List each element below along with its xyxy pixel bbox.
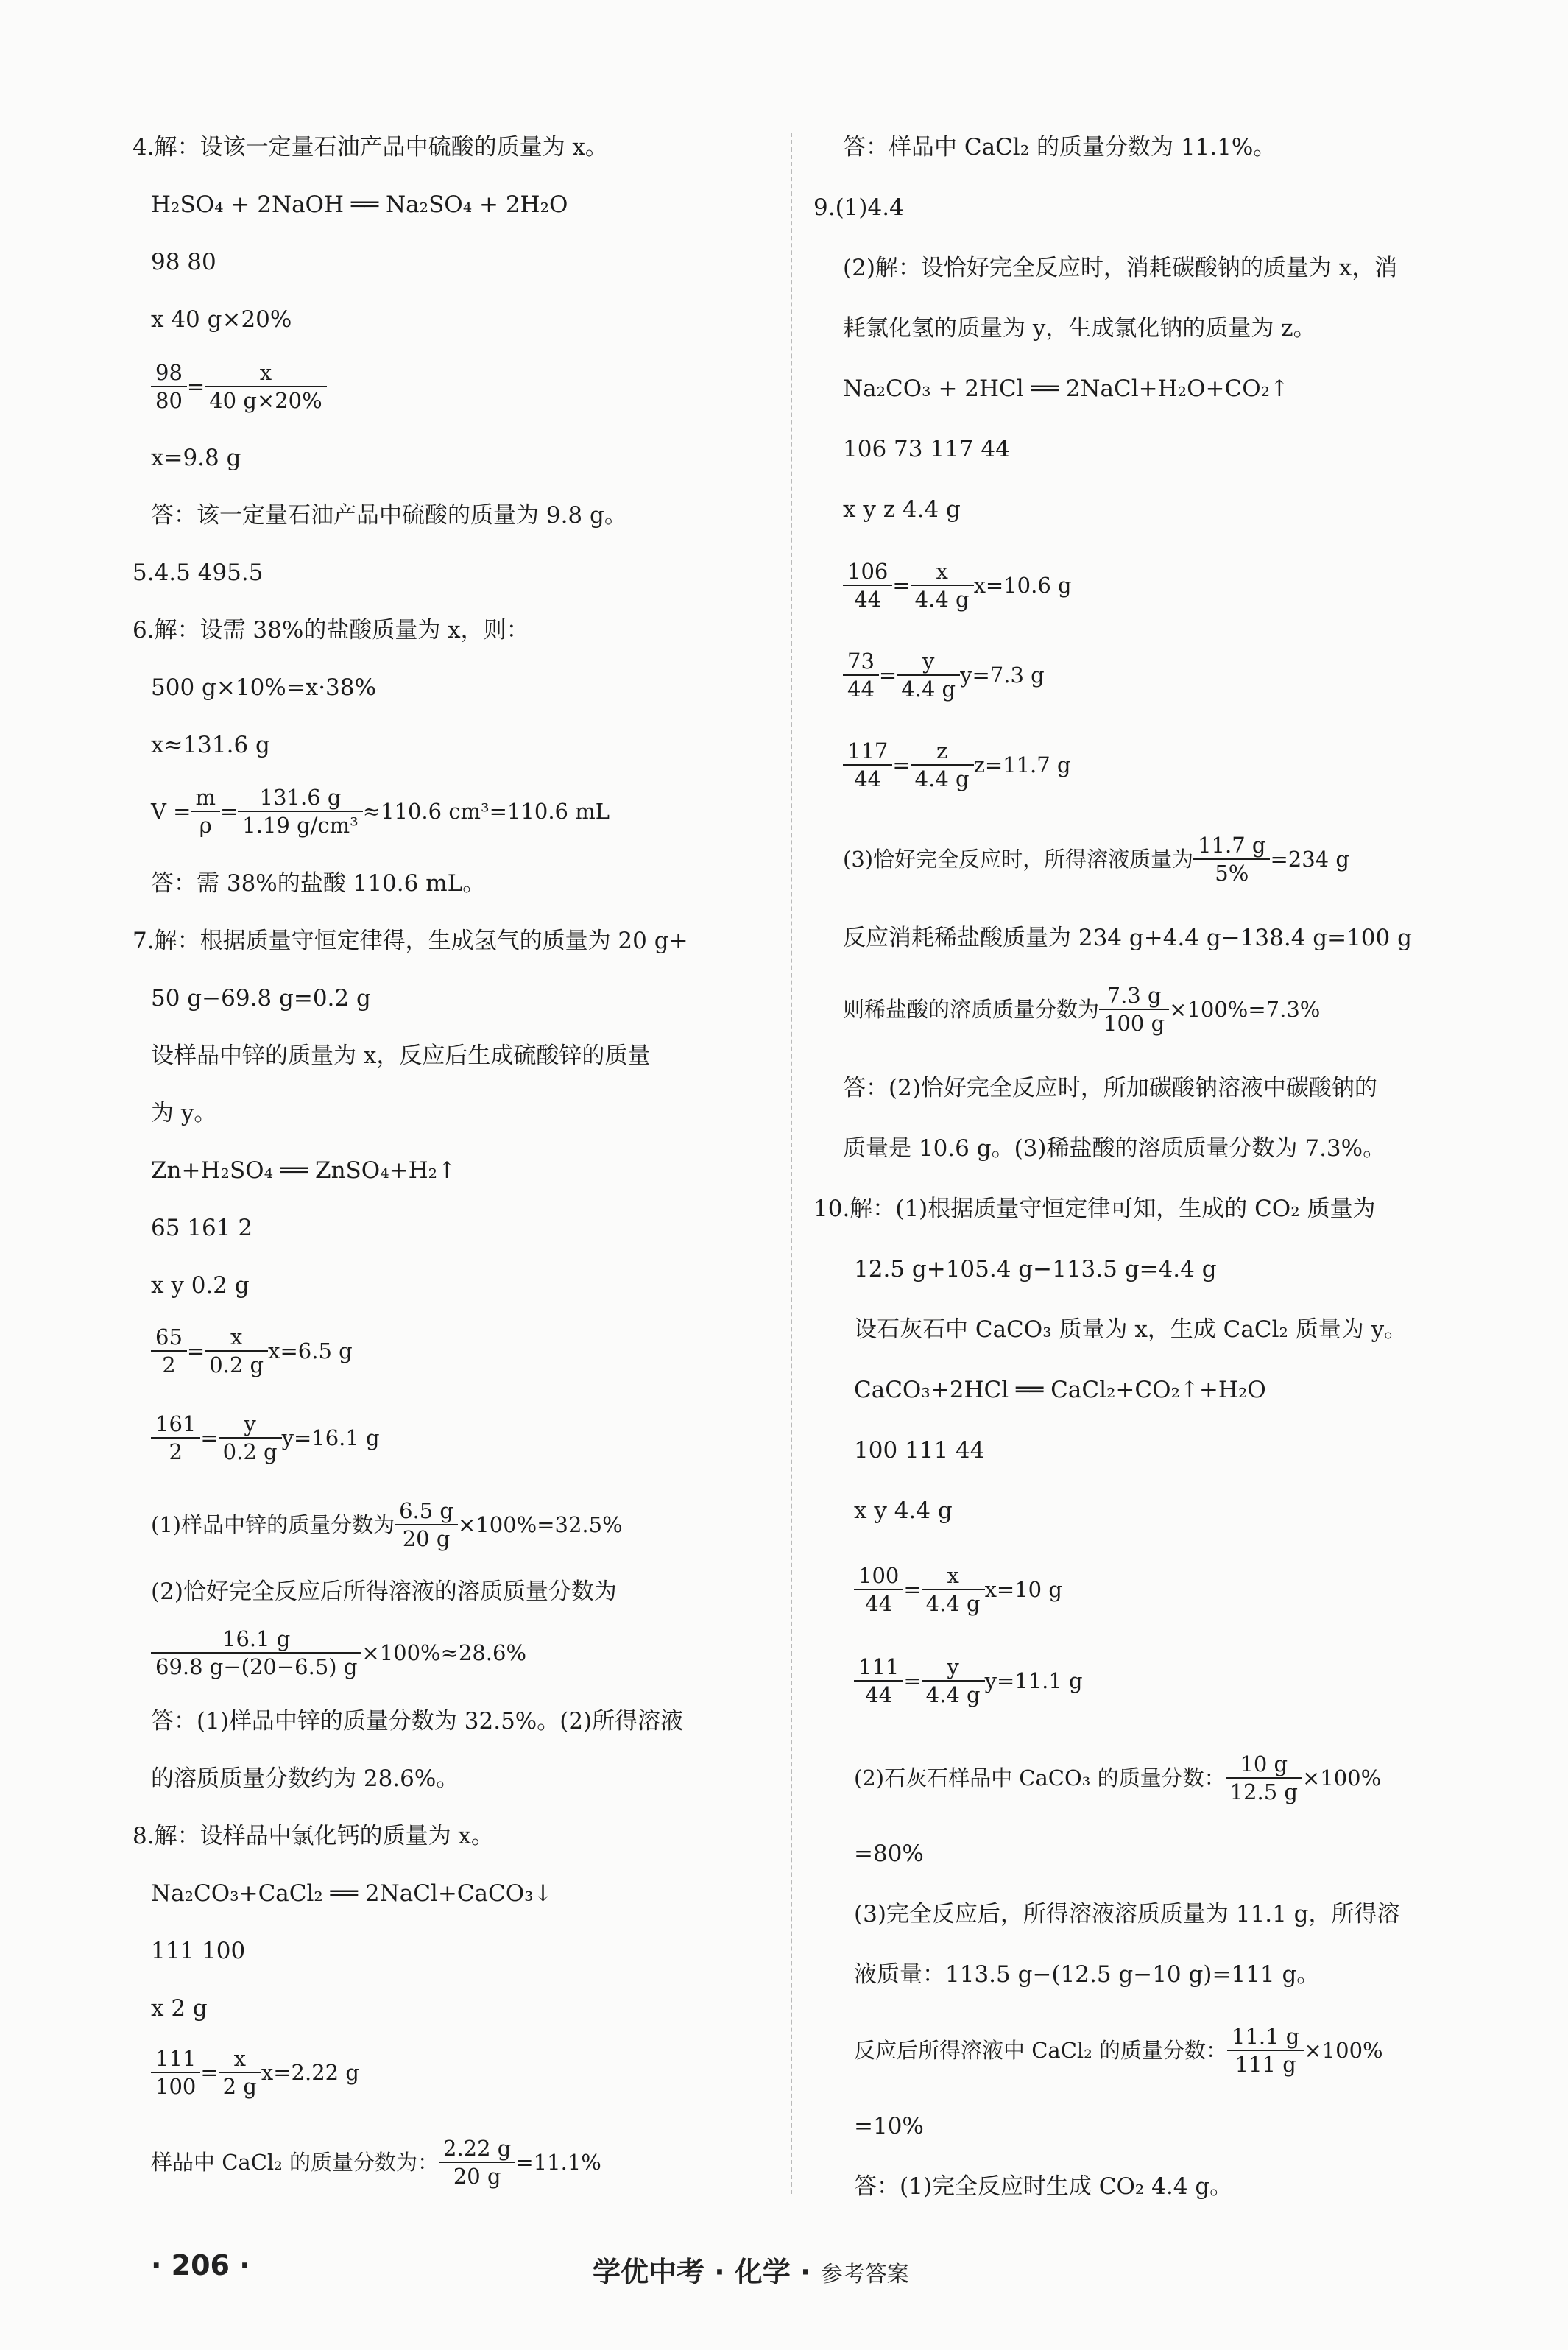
q4-mass-ratio: 98 80 (151, 249, 216, 275)
q7-setup-2: 为 y。 (151, 1100, 217, 1126)
q9-proportion-y: $\frac{73}{44}$ = $\frac{y}{4.4 g}$ y=7.3 g (843, 648, 1045, 702)
q6-volume-formula: V = $\frac{m}{\rho}$ = $\frac{131.6 g}{\text{1.19 g/cm³}}$ ≈110.6 cm³=110.6 mL (151, 785, 610, 838)
q8-equation: Na₂CO₃+CaCl₂ ══ 2NaCl+CaCO₃↓ (151, 1880, 553, 1907)
q6-equation: 500 g×10%=x·38% (151, 674, 376, 701)
q10-part3-2: 液质量：113.5 g−(12.5 g−10 g)=111 g。 (854, 1961, 1320, 1988)
column-divider (791, 133, 792, 2194)
book-title (593, 2249, 909, 2290)
q10-intro: 10.解：(1)根据质量守恒定律可知，生成的 CO₂ 质量为 (813, 1196, 1376, 1222)
q7-unknowns: x y 0.2 g (151, 1272, 250, 1299)
q9-answer-1: 答：(2)恰好完全反应时，所加碳酸钠溶液中碳酸钠的 (843, 1075, 1377, 1101)
q7-intro-2: 50 g−69.8 g=0.2 g (151, 985, 371, 1012)
q8-mass-ratio: 111 100 (151, 1938, 246, 1964)
q6-answer: 答：需 38%的盐酸 110.6 mL。 (151, 870, 486, 897)
q10-cacl2-fraction: 反应后所得溶液中 CaCl₂ 的质量分数： $\frac{11.1 g}{111 g}$ ×100% (854, 2024, 1383, 2077)
q10-setup: 设石灰石中 CaCO₃ 质量为 x，生成 CaCl₂ 质量为 y。 (854, 1316, 1408, 1343)
q10-caco3-result: =80% (854, 1841, 924, 1867)
q10-proportion-x: $\frac{100}{44}$ = $\frac{x}{4.4 g}$ x=10 g (854, 1562, 1062, 1617)
q8-unknowns: x 2 g (151, 1995, 208, 2022)
q9-equation: Na₂CO₃ + 2HCl ══ 2NaCl+H₂O+CO₂↑ (843, 375, 1290, 402)
q7-proportion-x: $\frac{65}{2}$ = $\frac{x}{0.2 g}$ x=6.5 g (151, 1324, 353, 1378)
q9-solution-mass: (3)恰好完全反应时，所得溶液质量为 $\frac{11.7 g}{5\%}$ =234 g (843, 833, 1349, 886)
q7-answer-2: 的溶质质量分数约为 28.6%。 (151, 1765, 459, 1792)
book-title-main: 学优中考 · 化学 · (593, 2256, 821, 2288)
q9-acid-mass: 反应消耗稀盐酸质量为 234 g+4.4 g−138.4 g=100 g (843, 925, 1412, 951)
page-number: · 206 · (151, 2249, 250, 2282)
q5-answer: 5.4.5 495.5 (133, 560, 264, 586)
q9-setup-1: (2)解：设恰好完全反应时，消耗碳酸钠的质量为 x，消 (843, 255, 1398, 281)
q4-answer: 答：该一定量石油产品中硫酸的质量为 9.8 g。 (151, 502, 627, 529)
q8-intro: 8.解：设样品中氯化钙的质量为 x。 (133, 1823, 494, 1849)
book-title-sub: 参考答案 (820, 2262, 909, 2287)
q10-equation: CaCO₃+2HCl ══ CaCl₂+CO₂↑+H₂O (854, 1377, 1266, 1403)
q4-intro: 4.解：设该一定量石油产品中硫酸的质量为 x。 (133, 134, 608, 160)
q7-proportion-y: $\frac{161}{2}$ = $\frac{y}{0.2 g}$ y=16.1 g (151, 1411, 380, 1465)
q6-intro: 6.解：设需 38%的盐酸质量为 x，则： (133, 617, 529, 643)
q10-part3-1: (3)完全反应后，所得溶液溶质质量为 11.1 g，所得溶 (854, 1901, 1400, 1927)
q4-result: x=9.8 g (151, 445, 241, 471)
q7-part2-intro: (2)恰好完全反应后所得溶液的溶质质量分数为 (151, 1578, 617, 1605)
q9-part1: 9.(1)4.4 (813, 194, 904, 221)
q10-unknowns: x y 4.4 g (854, 1497, 953, 1524)
q4-proportion: $\frac{98}{80}$ = $\frac{x}{40 g\times 20\%}$ (151, 359, 327, 414)
q9-acid-fraction: 则稀盐酸的溶质质量分数为 $\frac{7.3 g}{100 g}$ ×100%=7.3% (843, 983, 1321, 1036)
q7-setup-1: 设样品中锌的质量为 x，反应后生成硫酸锌的质量 (151, 1042, 651, 1069)
q9-answer-2: 质量是 10.6 g。(3)稀盐酸的溶质质量分数为 7.3%。 (843, 1135, 1386, 1162)
q7-equation: Zn+H₂SO₄ ══ ZnSO₄+H₂↑ (151, 1157, 457, 1184)
q7-mass-ratio: 65 161 2 (151, 1215, 253, 1241)
q10-cacl2-result: =10% (854, 2113, 924, 2139)
q9-unknowns: x y z 4.4 g (843, 496, 961, 523)
q9-proportion-x: $\frac{106}{44}$ = $\frac{x}{4.4 g}$ x=10.6 g (843, 558, 1072, 613)
q7-solute-fraction: $\frac{16.1 g}{69.8 g-(20-6.5) g}$ ×100%≈28.6% (151, 1626, 526, 1680)
q9-mass-ratio: 106 73 117 44 (843, 436, 1010, 462)
q7-zinc-fraction: (1)样品中锌的质量分数为 $\frac{6.5 g}{20 g}$ ×100%=32.5% (151, 1498, 623, 1551)
q9-setup-2: 耗氯化氢的质量为 y，生成氯化钠的质量为 z。 (843, 315, 1316, 342)
q10-co2-mass: 12.5 g+105.4 g−113.5 g=4.4 g (854, 1256, 1217, 1282)
q8-proportion: $\frac{111}{100}$ = $\frac{x}{2 g}$ x=2.22 g (151, 2045, 359, 2100)
q7-intro-1: 7.解：根据质量守恒定律得，生成氢气的质量为 20 g+ (133, 928, 688, 954)
q9-proportion-z: $\frac{117}{44}$ = $\frac{z}{4.4 g}$ z=11.7 g (843, 738, 1071, 792)
q10-mass-ratio: 100 111 44 (854, 1437, 985, 1464)
q8-cacl2-fraction: 样品中 CaCl₂ 的质量分数为： $\frac{2.22 g}{20 g}$ =11.1% (151, 2136, 601, 2189)
q10-answer: 答：(1)完全反应时生成 CO₂ 4.4 g。 (854, 2173, 1233, 2200)
q6-result: x≈131.6 g (151, 732, 270, 758)
q8-answer: 答：样品中 CaCl₂ 的质量分数为 11.1%。 (843, 134, 1276, 160)
q7-answer-1: 答：(1)样品中锌的质量分数为 32.5%。(2)所得溶液 (151, 1708, 684, 1735)
q4-equation: H₂SO₄ + 2NaOH ══ Na₂SO₄ + 2H₂O (151, 191, 568, 218)
q10-caco3-fraction: (2)石灰石样品中 CaCO₃ 的质量分数： $\frac{10 g}{12.5 g}$ ×100% (854, 1751, 1382, 1804)
q4-unknowns: x 40 g×20% (151, 306, 292, 333)
q10-proportion-y: $\frac{111}{44}$ = $\frac{y}{4.4 g}$ y=11.1 g (854, 1654, 1083, 1708)
